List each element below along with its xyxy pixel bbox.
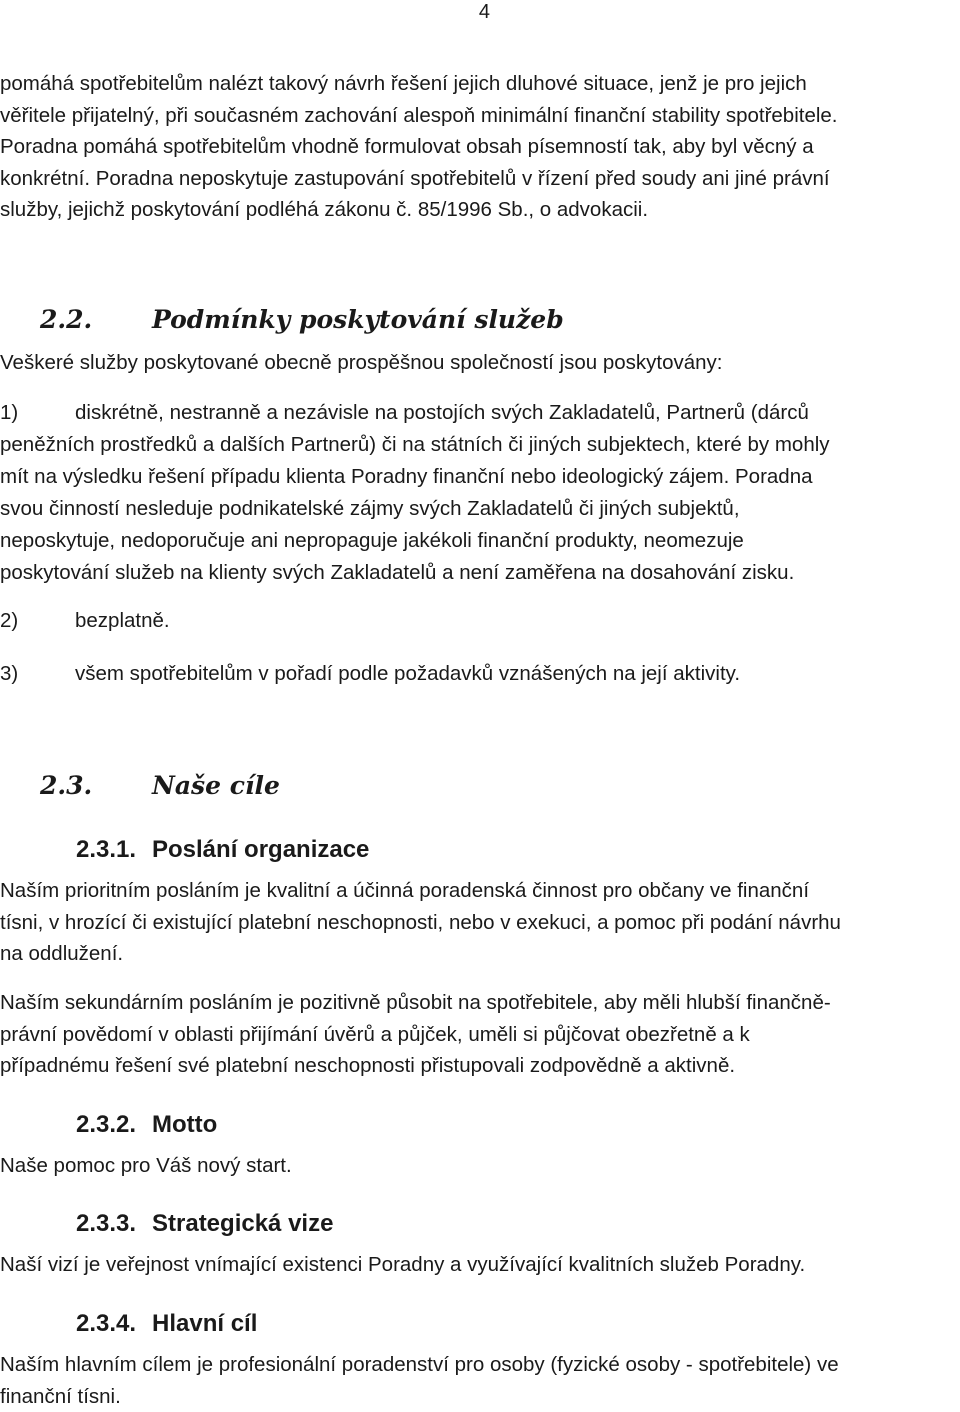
- text-line: svou činností nesleduje podnikatelské zájmy svých Zakladatelů či jiných subjektů,: [0, 493, 830, 525]
- text-line: Naším sekundárním posláním je pozitivně působit na spotřebitele, aby měli hlubší finančně-: [0, 987, 831, 1019]
- text-line: konkrétní. Poradna neposkytuje zastupování spotřebitelů v řízení před soudy ani jiné právní: [0, 163, 838, 195]
- section-number: 2.3.: [40, 770, 152, 802]
- vision-text: Naší vizí je veřejnost vnímající existenci Poradny a využívající kvalitních služeb Poradny.: [0, 1249, 805, 1280]
- list-text: bezplatně.: [75, 609, 170, 632]
- list-item-3: [0, 658, 740, 690]
- subsection-heading-2-3-1: [76, 835, 369, 865]
- section-heading-2-2: [40, 304, 564, 336]
- intro-paragraph: [0, 68, 838, 226]
- subsection-title: Hlavní cíl: [152, 1310, 257, 1337]
- list-text: všem spotřebitelům v pořadí podle požadavků vznášených na její aktivity.: [75, 662, 740, 685]
- text-line: pomáhá spotřebitelům nalézt takový návrh řešení jejich dluhové situace, jenž je pro jejich: [0, 68, 838, 100]
- subsection-heading-2-3-4: [76, 1309, 257, 1339]
- text-line: poskytování služeb na klienty svých Zakladatelů a není zaměřena na dosahování zisku.: [0, 557, 830, 589]
- text-line: Naším prioritním posláním je kvalitní a účinná poradenská činnost pro občany ve finanční: [0, 875, 841, 907]
- text-line: peněžních prostředků a dalších Partnerů) či na státních či jiných subjektech, které by mohly: [0, 429, 830, 461]
- list-number: 1): [0, 397, 75, 429]
- list-number: 2): [0, 605, 75, 637]
- subsection-number: 2.3.4.: [76, 1309, 152, 1339]
- text-line: diskrétně, nestranně a nezávisle na postojích svých Zakladatelů, Partnerů (dárců: [75, 401, 809, 424]
- motto-text: Naše pomoc pro Váš nový start.: [0, 1150, 292, 1181]
- text-line: Poradna pomáhá spotřebitelům vhodně formulovat obsah písemností tak, aby byl věcný a: [0, 131, 838, 163]
- mission-paragraph-1: [0, 875, 841, 970]
- text-line: neposkytuje, nedoporučuje ani nepropaguje jakékoli finanční produkty, neomezuje: [0, 525, 830, 557]
- subsection-number: 2.3.2.: [76, 1110, 152, 1140]
- text-line: finanční tísni.: [0, 1381, 839, 1412]
- list-item-2: [0, 605, 170, 637]
- text-line: Naším hlavním cílem je profesionální poradenství pro osoby (fyzické osoby - spotřebitele) ve: [0, 1349, 839, 1381]
- subsection-number: 2.3.1.: [76, 835, 152, 865]
- section-intro: Veškeré služby poskytované obecně prospěšnou společností jsou poskytovány:: [0, 347, 723, 379]
- text-line: tísni, v hrozící či existující platební neschopnosti, nebo v exekuci, a pomoc při podání návrhu: [0, 907, 841, 939]
- subsection-heading-2-3-3: [76, 1209, 333, 1239]
- text-line: právní povědomí v oblasti přijímání úvěrů a půjček, uměli si půjčovat obezřetně a k: [0, 1019, 831, 1051]
- mission-paragraph-2: [0, 987, 831, 1082]
- section-title: Naše cíle: [152, 771, 280, 800]
- text-line: případnému řešení své platební neschopnosti přistupovali zodpovědně a aktivně.: [0, 1050, 831, 1082]
- section-number: 2.2.: [40, 304, 152, 336]
- text-line: mít na výsledku řešení případu klienta Poradny finanční nebo ideologický zájem. Poradna: [0, 461, 830, 493]
- list-item-1: [0, 397, 830, 589]
- subsection-heading-2-3-2: [76, 1110, 217, 1140]
- subsection-title: Motto: [152, 1111, 217, 1138]
- main-goal-paragraph: [0, 1349, 839, 1412]
- section-heading-2-3: [40, 770, 280, 802]
- text-line: služby, jejichž poskytování podléhá zákonu č. 85/1996 Sb., o advokacii.: [0, 194, 838, 226]
- subsection-title: Poslání organizace: [152, 836, 369, 863]
- subsection-title: Strategická vize: [152, 1210, 333, 1237]
- section-title: Podmínky poskytování služeb: [152, 305, 564, 334]
- text-line: věřitele přijatelný, při současném zachování alespoň minimální finanční stability spotřebitele.: [0, 100, 838, 132]
- list-number: 3): [0, 658, 75, 690]
- page-number: 4: [479, 0, 490, 24]
- text-line: na oddlužení.: [0, 938, 841, 970]
- subsection-number: 2.3.3.: [76, 1209, 152, 1239]
